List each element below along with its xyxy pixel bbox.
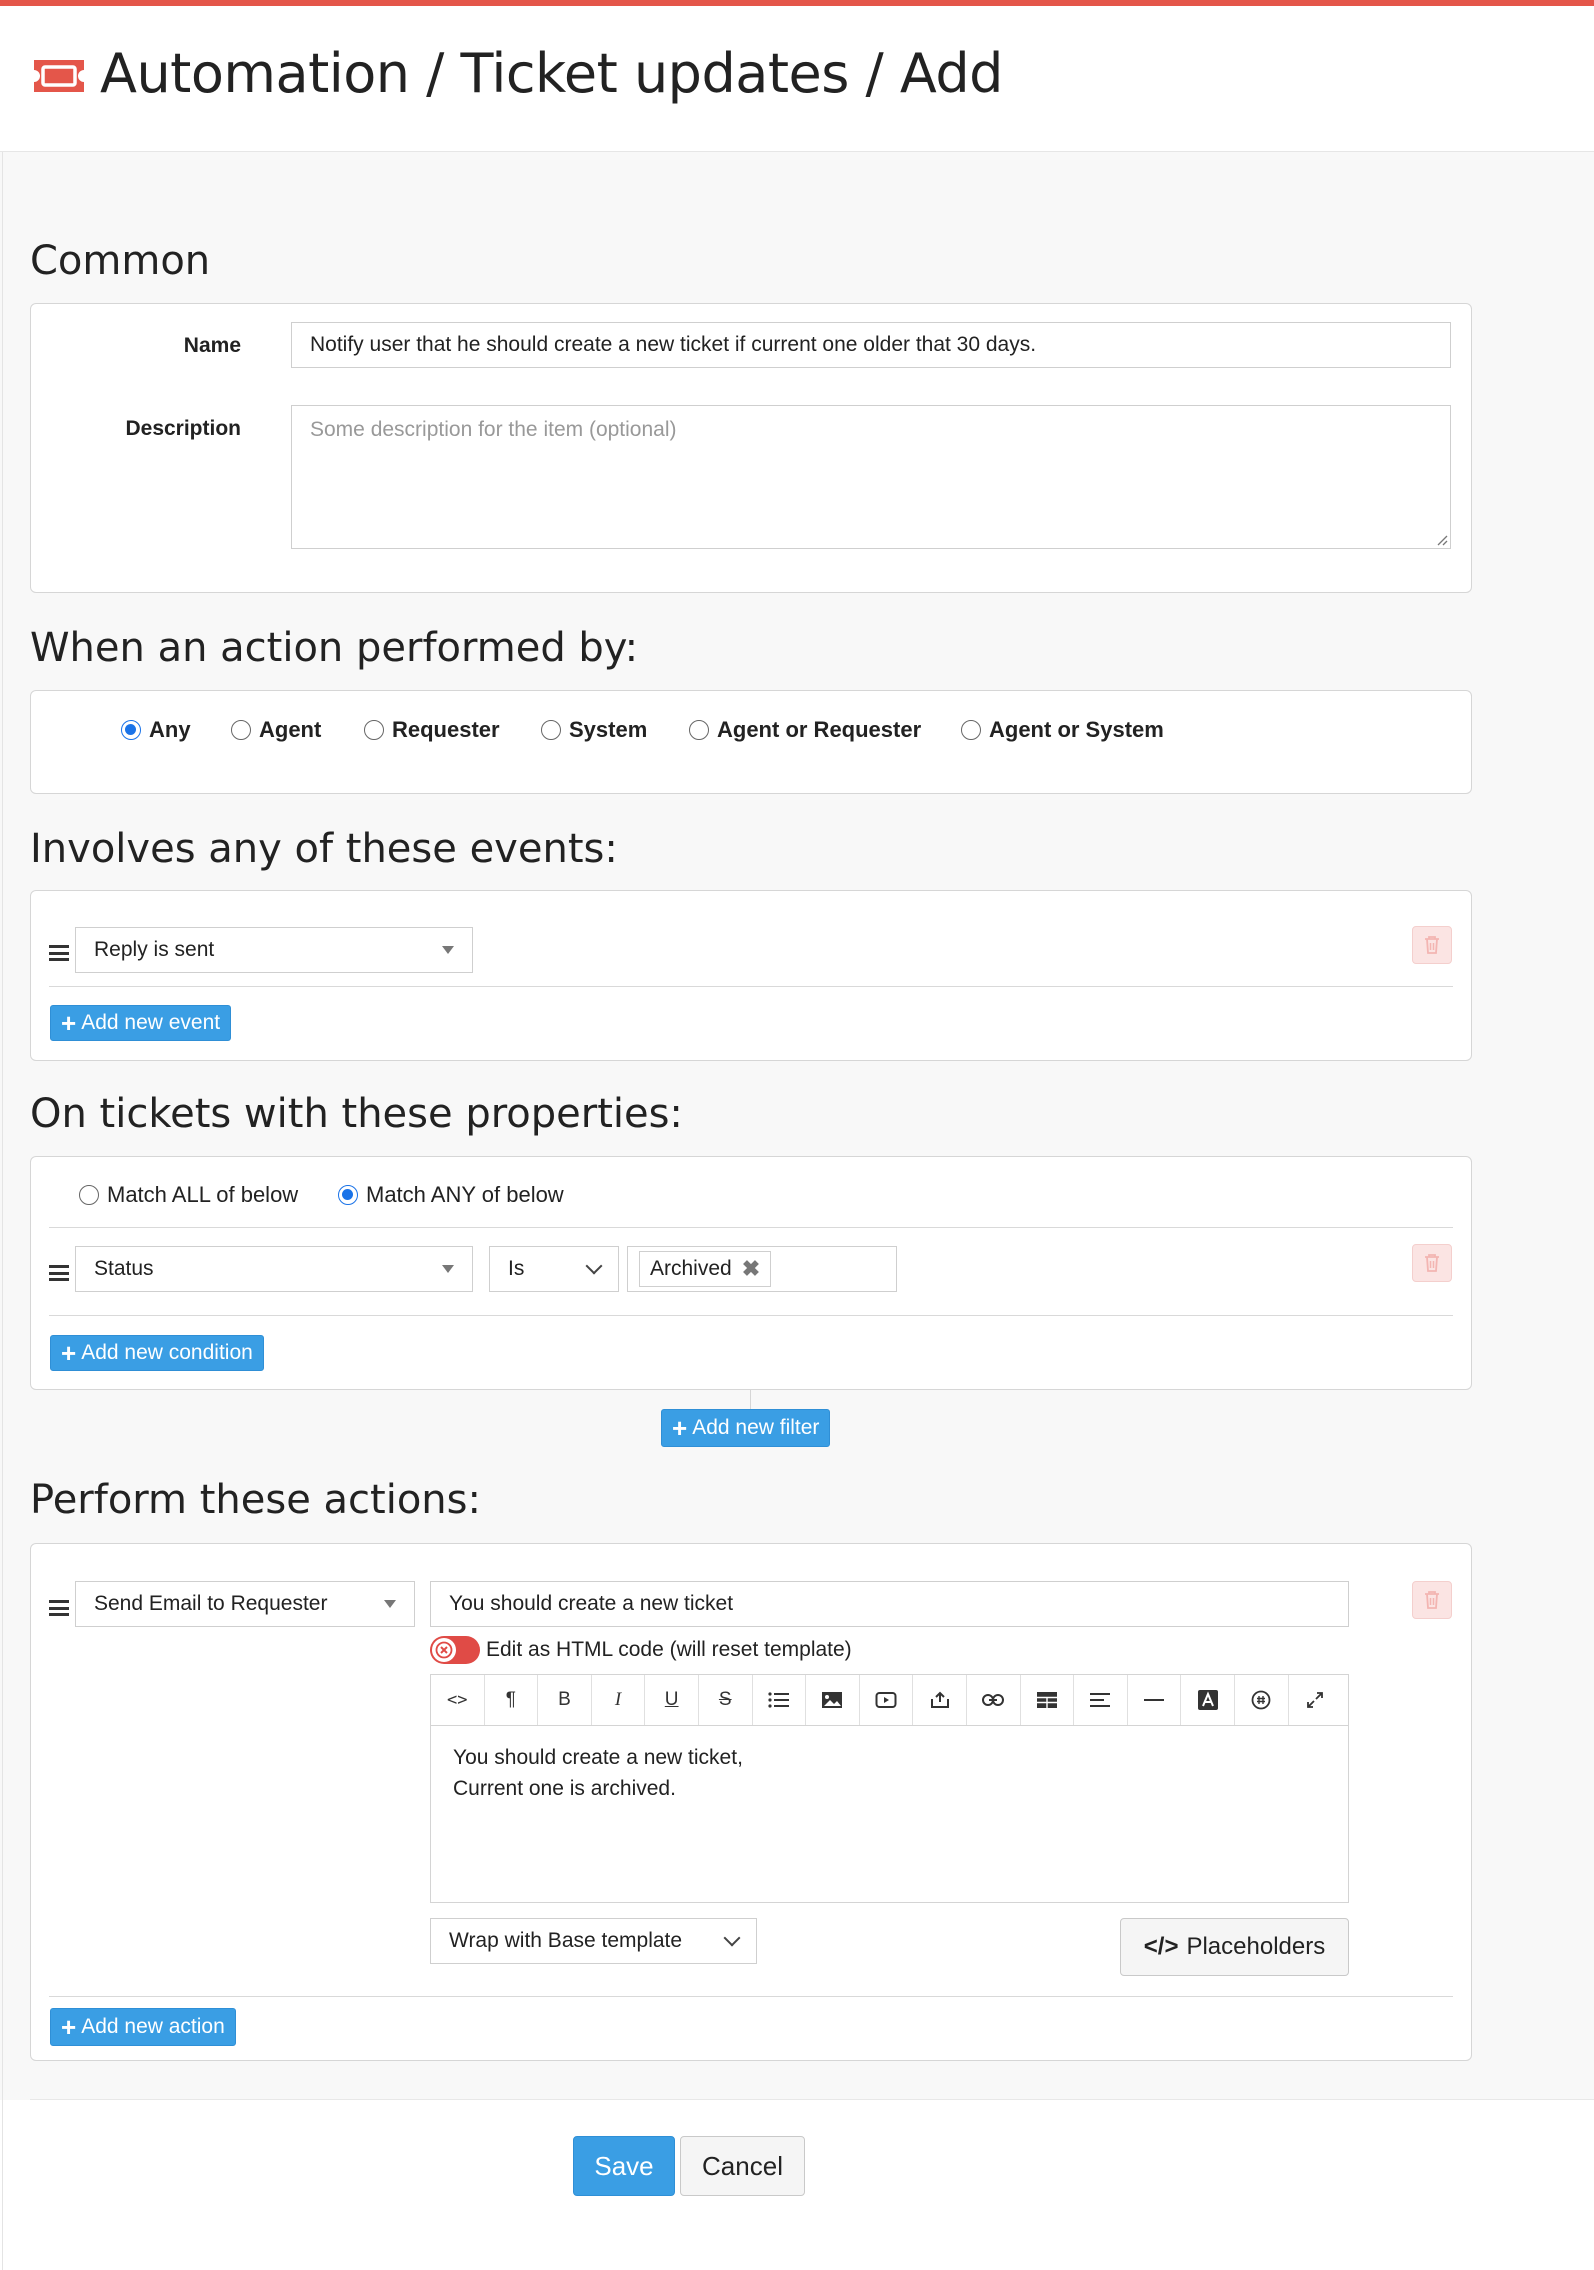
- section-title-properties: On tickets with these properties:: [30, 1091, 683, 1137]
- ticket-icon: [30, 56, 88, 96]
- caret-down-icon: [442, 946, 454, 954]
- paragraph-icon[interactable]: ¶: [485, 1675, 539, 1725]
- link-icon[interactable]: [967, 1675, 1021, 1725]
- name-label: Name: [183, 334, 241, 357]
- events-panel: [30, 890, 1472, 1061]
- align-icon[interactable]: [1074, 1675, 1128, 1725]
- condition-field-select[interactable]: Status: [75, 1246, 473, 1292]
- fullscreen-icon[interactable]: [1289, 1675, 1343, 1725]
- section-title-actions: Perform these actions:: [30, 1477, 481, 1523]
- page-header: [0, 6, 1594, 152]
- section-title-common: Common: [30, 238, 211, 284]
- trash-icon: [1423, 1590, 1441, 1610]
- plus-icon: +: [61, 2012, 77, 2042]
- radio-agent[interactable]: Agent: [231, 717, 321, 743]
- code-icon: </>: [1143, 1933, 1179, 1960]
- trash-icon: [1423, 1253, 1441, 1273]
- plus-icon: +: [61, 1338, 77, 1368]
- delete-condition-button[interactable]: [1412, 1244, 1452, 1282]
- description-placeholder: Some description for the item (optional): [310, 418, 677, 441]
- strikethrough-icon[interactable]: S: [699, 1675, 753, 1725]
- html-toggle-label: Edit as HTML code (will reset template): [486, 1638, 852, 1661]
- editor-line: Current one is archived.: [453, 1777, 676, 1800]
- trash-icon: [1423, 935, 1441, 955]
- remove-tag-icon[interactable]: ✖: [741, 1256, 761, 1281]
- bold-icon[interactable]: B: [538, 1675, 592, 1725]
- radio-requester[interactable]: Requester: [364, 717, 500, 743]
- editor-toolbar: [430, 1674, 1349, 1726]
- video-icon[interactable]: [860, 1675, 914, 1725]
- radio-agent-or-requester[interactable]: Agent or Requester: [689, 717, 921, 743]
- email-body-editor[interactable]: [430, 1726, 1349, 1903]
- caret-down-icon: [384, 1600, 396, 1608]
- radio-agent-or-system[interactable]: Agent or System: [961, 717, 1164, 743]
- chevron-down-icon: [724, 1930, 741, 1947]
- section-title-performed-by: When an action performed by:: [30, 625, 639, 671]
- radio-dot: [689, 720, 709, 740]
- resize-grip-icon[interactable]: [1434, 532, 1448, 546]
- section-title-events: Involves any of these events:: [30, 826, 618, 872]
- radio-dot: [541, 720, 561, 740]
- radio-dot: [338, 1185, 358, 1205]
- plus-icon: +: [672, 1413, 688, 1443]
- radio-dot: [121, 720, 141, 740]
- template-select[interactable]: Wrap with Base template: [430, 1918, 757, 1964]
- divider: [49, 1996, 1453, 1997]
- save-button[interactable]: Save: [573, 2136, 675, 2196]
- action-type-select[interactable]: Send Email to Requester: [75, 1581, 415, 1627]
- value-tag-archived: Archived ✖: [639, 1251, 771, 1287]
- caret-down-icon: [442, 1265, 454, 1273]
- common-panel: [30, 303, 1472, 593]
- properties-panel: [30, 1156, 1472, 1390]
- divider: [49, 986, 1453, 987]
- delete-event-button[interactable]: [1412, 926, 1452, 964]
- radio-match-any[interactable]: Match ANY of below: [338, 1182, 564, 1208]
- name-input[interactable]: Notify user that he should create a new ticket if current one older that 30 days.: [291, 322, 1451, 368]
- radio-match-all[interactable]: Match ALL of below: [79, 1182, 298, 1208]
- radio-any[interactable]: Any: [121, 717, 191, 743]
- radio-dot: [364, 720, 384, 740]
- description-textarea[interactable]: [291, 405, 1451, 549]
- horizontal-rule-icon[interactable]: [1128, 1675, 1182, 1725]
- add-new-event-button[interactable]: + Add new event: [50, 1005, 231, 1041]
- delete-action-button[interactable]: [1412, 1581, 1452, 1619]
- drag-handle-icon[interactable]: [49, 945, 69, 961]
- list-icon[interactable]: [753, 1675, 807, 1725]
- html-code-toggle[interactable]: [430, 1636, 480, 1664]
- radio-system[interactable]: System: [541, 717, 647, 743]
- font-color-icon[interactable]: [1181, 1675, 1235, 1725]
- drag-handle-icon[interactable]: [49, 1265, 69, 1281]
- add-new-filter-button[interactable]: + Add new filter: [661, 1409, 830, 1447]
- toggle-off-icon: [432, 1638, 456, 1662]
- chevron-down-icon: [586, 1258, 603, 1275]
- divider: [49, 1227, 1453, 1228]
- italic-icon[interactable]: I: [592, 1675, 646, 1725]
- filter-connector: [750, 1390, 751, 1410]
- condition-operator-select[interactable]: Is: [489, 1246, 619, 1292]
- table-icon[interactable]: [1021, 1675, 1075, 1725]
- radio-dot: [961, 720, 981, 740]
- special-char-icon[interactable]: [1235, 1675, 1289, 1725]
- underline-icon[interactable]: U: [645, 1675, 699, 1725]
- add-new-action-button[interactable]: + Add new action: [50, 2008, 236, 2046]
- email-subject-input[interactable]: You should create a new ticket: [430, 1581, 1349, 1627]
- page-title: Automation / Ticket updates / Add: [100, 42, 1003, 105]
- editor-line: You should create a new ticket,: [453, 1746, 743, 1769]
- actions-panel: [30, 1543, 1472, 2061]
- form-footer: [30, 2100, 1594, 2230]
- code-view-icon[interactable]: <>: [431, 1675, 485, 1725]
- file-upload-icon[interactable]: [913, 1675, 967, 1725]
- image-icon[interactable]: [806, 1675, 860, 1725]
- event-select[interactable]: Reply is sent: [75, 927, 473, 973]
- performed-by-panel: [30, 690, 1472, 794]
- divider: [49, 1315, 1453, 1316]
- placeholders-button[interactable]: </> Placeholders: [1120, 1918, 1349, 1976]
- radio-dot: [231, 720, 251, 740]
- drag-handle-icon[interactable]: [49, 1600, 69, 1616]
- add-new-condition-button[interactable]: + Add new condition: [50, 1335, 264, 1371]
- plus-icon: +: [61, 1008, 77, 1038]
- cancel-button[interactable]: Cancel: [680, 2136, 805, 2196]
- radio-dot: [79, 1185, 99, 1205]
- description-label: Description: [125, 417, 241, 440]
- content-border: [2, 152, 3, 2270]
